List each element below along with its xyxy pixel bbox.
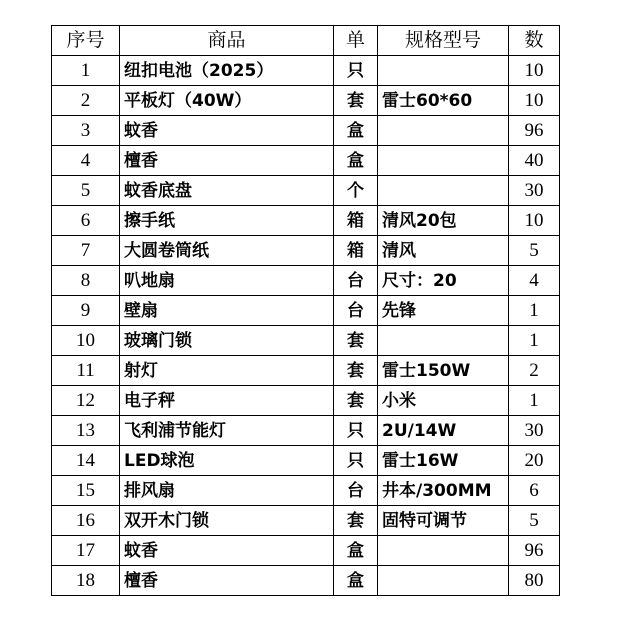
cell-spec: [378, 176, 509, 206]
cell-spec-text: 清风: [382, 240, 416, 261]
cell-qty-text: 30: [524, 419, 544, 441]
cell-spec-text: 2U/14W: [382, 420, 457, 441]
cell-qty: [509, 206, 560, 236]
cell-unit-text: 只: [347, 60, 364, 81]
cell-qty-text: 10: [524, 59, 544, 81]
cell-unit: [334, 296, 378, 326]
cell-product-text: 擦手纸: [124, 210, 175, 231]
cell-spec-text: 尺寸：20: [382, 270, 457, 291]
cell-spec: [378, 506, 509, 536]
cell-unit: [334, 566, 378, 596]
table-row: [52, 446, 560, 476]
cell-seq-text: 17: [76, 539, 95, 561]
header-product: 商品: [120, 26, 334, 56]
cell-seq: [52, 386, 120, 416]
cell-unit: [334, 536, 378, 566]
table-row: [52, 176, 560, 206]
cell-unit-text: 台: [347, 270, 364, 291]
cell-qty: [509, 86, 560, 116]
cell-product-text: 蚊香: [124, 120, 158, 141]
cell-unit-text: 套: [347, 510, 364, 531]
cell-seq-text: 11: [76, 359, 95, 381]
cell-seq-text: 10: [76, 329, 95, 351]
cell-product: [120, 206, 334, 236]
cell-seq: [52, 176, 120, 206]
cell-unit-text: 盒: [347, 540, 364, 561]
cell-unit-text: 只: [347, 450, 364, 471]
table-row: [52, 326, 560, 356]
cell-unit: [334, 506, 378, 536]
cell-seq-text: 2: [80, 89, 91, 111]
header-spec: 规格型号: [378, 26, 509, 56]
table-row: [52, 356, 560, 386]
cell-unit-text: 套: [347, 390, 364, 411]
cell-product-text: 平板灯（40W）: [124, 90, 252, 111]
cell-qty-text: 1: [529, 329, 539, 351]
cell-spec-text: 雷士16W: [382, 450, 459, 471]
table-row: [52, 296, 560, 326]
inventory-table: [51, 25, 560, 596]
cell-unit: [334, 86, 378, 116]
cell-unit: [334, 56, 378, 86]
cell-seq-text: 14: [76, 449, 95, 471]
cell-product-text: 射灯: [124, 360, 158, 381]
cell-qty-text: 96: [524, 539, 544, 561]
cell-qty: [509, 326, 560, 356]
cell-unit-text: 台: [347, 300, 364, 321]
cell-unit-text: 盒: [347, 570, 364, 591]
cell-product-text: 檀香: [124, 150, 158, 171]
table-row: [52, 116, 560, 146]
cell-spec: [378, 296, 509, 326]
cell-qty: [509, 446, 560, 476]
cell-product: [120, 86, 334, 116]
cell-unit: [334, 176, 378, 206]
cell-seq: [52, 446, 120, 476]
cell-seq: [52, 356, 120, 386]
cell-unit: [334, 146, 378, 176]
header-row: [52, 26, 560, 56]
cell-spec: [378, 116, 509, 146]
cell-qty: [509, 476, 560, 506]
cell-product: [120, 146, 334, 176]
cell-product-text: 叭地扇: [124, 270, 175, 291]
cell-product-text: LED球泡: [124, 450, 195, 471]
cell-spec: [378, 146, 509, 176]
table-row: [52, 536, 560, 566]
cell-unit-text: 套: [347, 360, 364, 381]
cell-seq: [52, 296, 120, 326]
cell-unit: [334, 416, 378, 446]
cell-qty-text: 1: [529, 389, 539, 411]
cell-unit-text: 套: [347, 90, 364, 111]
cell-qty: [509, 386, 560, 416]
cell-seq: [52, 236, 120, 266]
cell-unit-text: 箱: [347, 240, 364, 261]
cell-seq-text: 13: [76, 419, 95, 441]
cell-product: [120, 446, 334, 476]
cell-qty-text: 10: [524, 209, 544, 231]
cell-spec: [378, 386, 509, 416]
cell-seq-text: 6: [80, 209, 91, 231]
table-row: [52, 566, 560, 596]
cell-seq: [52, 116, 120, 146]
cell-unit: [334, 206, 378, 236]
cell-product: [120, 566, 334, 596]
cell-seq-text: 3: [80, 119, 91, 141]
cell-seq-text: 16: [76, 509, 95, 531]
cell-seq-text: 15: [76, 479, 95, 501]
cell-product: [120, 326, 334, 356]
cell-product: [120, 296, 334, 326]
cell-seq-text: 8: [80, 269, 91, 291]
cell-seq-text: 4: [80, 149, 91, 171]
cell-product-text: 电子秤: [124, 390, 175, 411]
cell-qty-text: 96: [524, 119, 544, 141]
table-row: [52, 236, 560, 266]
cell-qty-text: 5: [529, 239, 539, 261]
cell-spec: [378, 56, 509, 86]
cell-unit: [334, 356, 378, 386]
cell-spec: [378, 536, 509, 566]
cell-product: [120, 56, 334, 86]
cell-spec: [378, 446, 509, 476]
cell-spec-text: 井本/300MM: [382, 480, 492, 501]
cell-unit-text: 个: [347, 180, 364, 201]
cell-unit-text: 盒: [347, 120, 364, 141]
cell-seq: [52, 536, 120, 566]
cell-product-text: 大圆卷筒纸: [124, 240, 209, 261]
table-row: [52, 146, 560, 176]
cell-product: [120, 176, 334, 206]
header-seq: 序号: [52, 26, 120, 56]
cell-spec: [378, 566, 509, 596]
cell-spec-text: 雷士150W: [382, 360, 471, 381]
cell-qty-text: 20: [524, 449, 544, 471]
cell-qty-text: 10: [524, 89, 544, 111]
cell-qty: [509, 296, 560, 326]
cell-product-text: 玻璃门锁: [124, 330, 192, 351]
cell-seq: [52, 326, 120, 356]
cell-seq-text: 12: [76, 389, 95, 411]
cell-qty: [509, 116, 560, 146]
cell-spec-text: 清风20包: [382, 210, 457, 231]
table-row: [52, 56, 560, 86]
cell-qty-text: 2: [529, 359, 539, 381]
cell-unit: [334, 116, 378, 146]
cell-unit: [334, 326, 378, 356]
table-row: [52, 86, 560, 116]
cell-product: [120, 266, 334, 296]
cell-unit-text: 套: [347, 330, 364, 351]
cell-seq: [52, 506, 120, 536]
cell-seq-text: 5: [80, 179, 91, 201]
cell-qty: [509, 506, 560, 536]
cell-qty: [509, 176, 560, 206]
table-row: [52, 206, 560, 236]
cell-spec: [378, 326, 509, 356]
cell-spec: [378, 476, 509, 506]
cell-product-text: 檀香: [124, 570, 158, 591]
cell-product-text: 排风扇: [124, 480, 175, 501]
cell-qty-text: 6: [529, 479, 539, 501]
cell-unit-text: 台: [347, 480, 364, 501]
cell-spec-text: 先锋: [382, 300, 416, 321]
cell-product: [120, 536, 334, 566]
cell-product: [120, 386, 334, 416]
cell-qty-text: 80: [524, 569, 544, 591]
cell-spec: [378, 416, 509, 446]
table-row: [52, 416, 560, 446]
cell-unit-text: 盒: [347, 150, 364, 171]
cell-spec: [378, 356, 509, 386]
cell-seq-text: 7: [80, 239, 91, 261]
cell-product: [120, 356, 334, 386]
cell-seq: [52, 416, 120, 446]
cell-unit: [334, 386, 378, 416]
cell-seq: [52, 266, 120, 296]
cell-unit: [334, 236, 378, 266]
cell-product-text: 蚊香: [124, 540, 158, 561]
cell-spec-text: 雷士60*60: [382, 90, 473, 111]
cell-qty: [509, 536, 560, 566]
table-row: [52, 266, 560, 296]
cell-product-text: 双开木门锁: [124, 510, 209, 531]
table-row: [52, 506, 560, 536]
cell-spec-text: 固特可调节: [382, 510, 467, 531]
cell-spec: [378, 236, 509, 266]
cell-seq: [52, 476, 120, 506]
cell-product: [120, 416, 334, 446]
cell-product: [120, 116, 334, 146]
cell-product-text: 蚊香底盘: [124, 180, 192, 201]
cell-qty: [509, 266, 560, 296]
header-qty: 数: [509, 26, 560, 56]
cell-spec: [378, 86, 509, 116]
cell-unit-text: 箱: [347, 210, 364, 231]
cell-seq: [52, 56, 120, 86]
cell-unit-text: 只: [347, 420, 364, 441]
cell-spec: [378, 266, 509, 296]
cell-qty: [509, 236, 560, 266]
cell-seq: [52, 86, 120, 116]
cell-seq-text: 18: [76, 569, 95, 591]
cell-qty-text: 4: [529, 269, 539, 291]
cell-qty-text: 40: [524, 149, 544, 171]
cell-qty: [509, 56, 560, 86]
cell-product-text: 纽扣电池（2025）: [124, 60, 274, 81]
cell-product-text: 飞利浦节能灯: [124, 420, 226, 441]
table-row: [52, 386, 560, 416]
cell-seq-text: 9: [80, 299, 91, 321]
cell-qty-text: 1: [529, 299, 539, 321]
cell-qty: [509, 416, 560, 446]
cell-qty: [509, 356, 560, 386]
cell-unit: [334, 266, 378, 296]
cell-spec-text: 小米: [382, 390, 416, 411]
cell-product: [120, 236, 334, 266]
cell-unit: [334, 476, 378, 506]
cell-spec: [378, 206, 509, 236]
cell-qty-text: 5: [529, 509, 539, 531]
cell-qty: [509, 566, 560, 596]
table-row: [52, 476, 560, 506]
cell-seq: [52, 206, 120, 236]
cell-qty: [509, 146, 560, 176]
header-unit: 单: [334, 26, 378, 56]
cell-seq-text: 1: [80, 59, 91, 81]
cell-product-text: 壁扇: [124, 300, 158, 321]
cell-seq: [52, 146, 120, 176]
cell-product: [120, 506, 334, 536]
cell-product: [120, 476, 334, 506]
cell-qty-text: 30: [524, 179, 544, 201]
cell-seq: [52, 566, 120, 596]
cell-unit: [334, 446, 378, 476]
